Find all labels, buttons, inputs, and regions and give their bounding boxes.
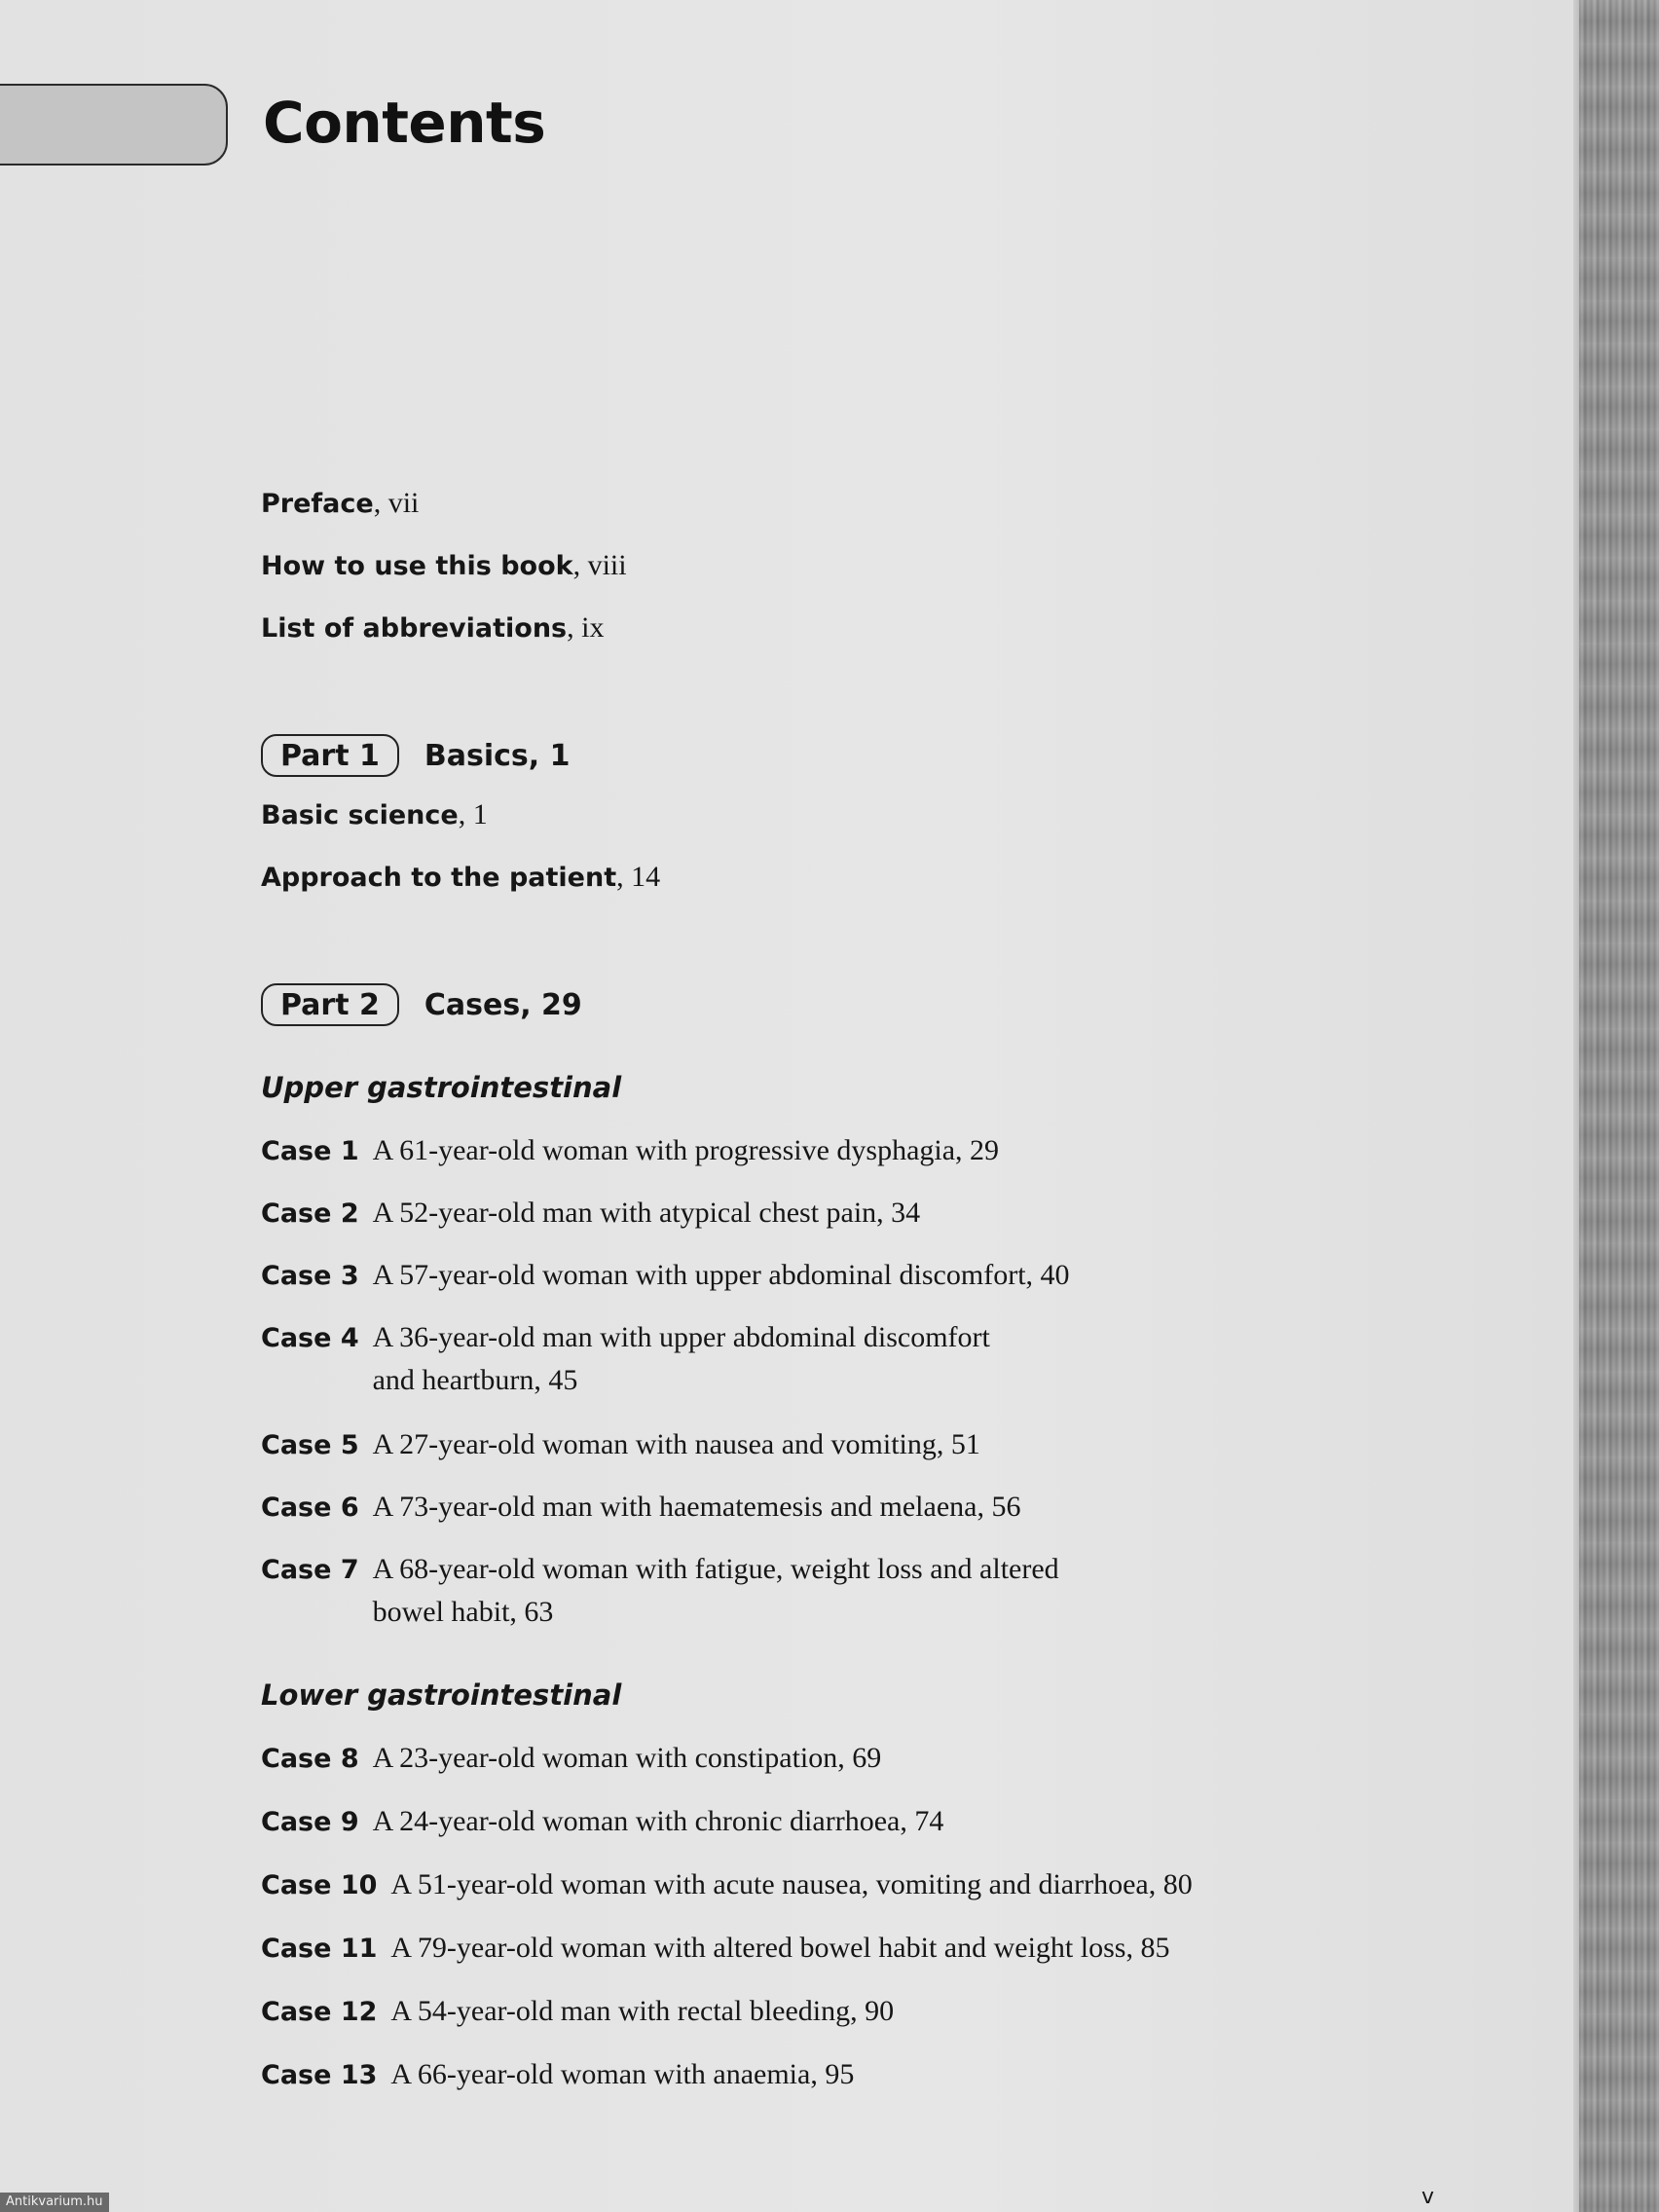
case-label: Case 5 [261, 1430, 359, 1460]
toc-case-entry [261, 1320, 990, 1402]
toc-entry-page: , ix [567, 611, 605, 644]
toc-entry-page: , 1 [458, 798, 488, 830]
part-2-heading [261, 981, 582, 1028]
part-1-heading [261, 732, 571, 779]
case-description: A 51-year-old woman with acute nausea, vomiting and diarrhoea, 80 [390, 1868, 1193, 1900]
case-description: A 68-year-old woman with fatigue, weight loss and altered [372, 1553, 1059, 1585]
part-1-badge: Part 1 [261, 734, 399, 777]
toc-entry-page: , vii [373, 487, 420, 519]
part-2-badge: Part 2 [261, 983, 399, 1026]
toc-entry-how-to-use [261, 549, 627, 582]
toc-case-entry [261, 1258, 1070, 1297]
toc-entry-label: Approach to the patient [261, 863, 617, 893]
toc-case-entry [261, 1133, 999, 1172]
toc-entry-page: , viii [572, 549, 627, 581]
toc-entry-basic-science [261, 798, 488, 831]
case-label: Case 6 [261, 1493, 359, 1523]
case-label: Case 11 [261, 1934, 378, 1964]
case-description-continued: and heartburn, 45 [372, 1364, 578, 1396]
toc-case-entry [261, 1552, 1059, 1634]
case-label: Case 3 [261, 1261, 359, 1291]
toc-entry-label: Preface [261, 489, 374, 519]
toc-case-entry [261, 2057, 854, 2096]
toc-entry-abbreviations [261, 611, 604, 645]
case-description: A 61-year-old woman with progressive dysphagia, 29 [372, 1134, 1000, 1166]
case-description: A 27-year-old woman with nausea and vomiting, 51 [372, 1428, 980, 1460]
case-label: Case 10 [261, 1870, 378, 1900]
toc-case-entry [261, 1741, 881, 1780]
case-description: A 52-year-old man with atypical chest pain, 34 [372, 1197, 921, 1229]
page-number: v [1421, 2185, 1435, 2209]
toc-case-entry [261, 1427, 980, 1466]
case-description: A 73-year-old man with haematemesis and melaena, 56 [372, 1491, 1021, 1523]
case-description: A 36-year-old man with upper abdominal discomfort [372, 1321, 990, 1353]
case-label: Case 1 [261, 1136, 359, 1166]
toc-case-entry [261, 1490, 1020, 1529]
case-label: Case 7 [261, 1555, 359, 1585]
case-description: A 57-year-old woman with upper abdominal discomfort, 40 [372, 1259, 1070, 1291]
section-heading-lower-gi: Lower gastrointestinal [261, 1678, 622, 1712]
section-heading-upper-gi: Upper gastrointestinal [261, 1071, 622, 1104]
toc-case-entry [261, 1994, 894, 2033]
part-1-title: Basics, 1 [424, 738, 571, 773]
toc-case-entry [261, 1804, 943, 1843]
chapter-tab-marker [0, 84, 228, 166]
toc-case-entry [261, 1867, 1193, 1906]
case-description: A 24-year-old woman with chronic diarrhoea, 74 [372, 1805, 944, 1837]
toc-entry-approach [261, 861, 660, 894]
case-label: Case 2 [261, 1198, 359, 1229]
case-label: Case 8 [261, 1744, 359, 1774]
case-description: A 66-year-old woman with anaemia, 95 [390, 2058, 855, 2090]
case-description: A 79-year-old woman with altered bowel habit and weight loss, 85 [390, 1932, 1170, 1964]
case-label: Case 9 [261, 1807, 359, 1837]
page-title: Contents [263, 90, 546, 156]
toc-entry-label: How to use this book [261, 551, 573, 581]
toc-case-entry [261, 1931, 1169, 1970]
case-label: Case 12 [261, 1997, 378, 2027]
book-binding [1579, 0, 1659, 2212]
part-2-title: Cases, 29 [424, 987, 582, 1022]
toc-entry-page: , 14 [616, 861, 661, 893]
case-description: A 54-year-old man with rectal bleeding, 90 [390, 1995, 895, 2027]
case-label: Case 4 [261, 1323, 359, 1353]
watermark: Antikvarium.hu [0, 2193, 109, 2212]
toc-entry-label: Basic science [261, 800, 459, 830]
toc-case-entry [261, 1196, 920, 1235]
case-description-continued: bowel habit, 63 [372, 1596, 554, 1628]
toc-entry-label: List of abbreviations [261, 613, 568, 644]
case-description: A 23-year-old woman with constipation, 69 [372, 1742, 882, 1774]
toc-entry-preface [261, 487, 419, 520]
case-label: Case 13 [261, 2060, 378, 2090]
